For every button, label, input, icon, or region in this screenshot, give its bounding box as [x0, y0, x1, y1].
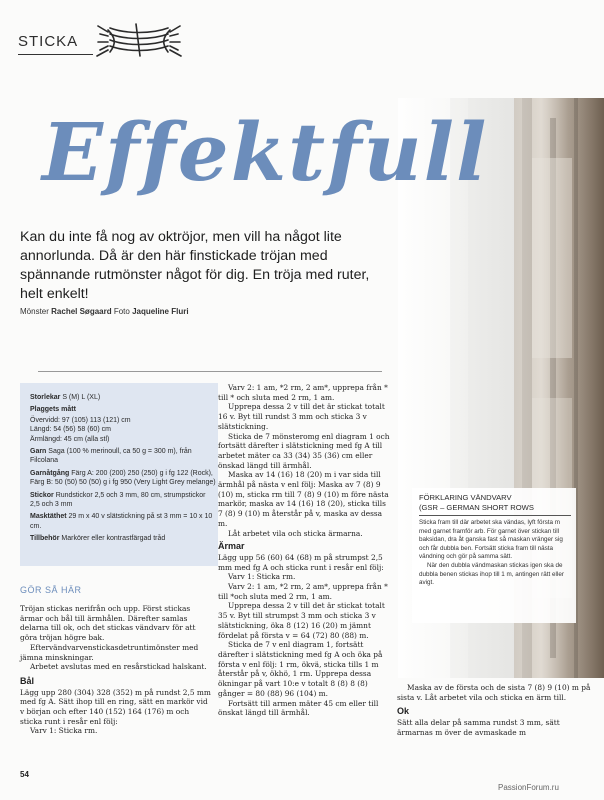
paragraph: Låt arbetet vila och sticka ärmarna.	[228, 528, 363, 538]
section-divider	[38, 371, 382, 372]
howto-heading: GÖR SÅ HÄR	[20, 585, 82, 595]
credit-label-pattern: Mönster	[20, 307, 49, 316]
paragraph: Maska av de första och de sista 7 (8) 9 (10) m på sista v. Låt arbetet vila och sticka en ärm till.	[397, 683, 591, 702]
paragraph: Varv 1: Sticka rm.	[30, 726, 98, 736]
paragraph: Upprepa dessa 2 v till det är stickat totalt 16 v. Byt till rundst 3 mm och sticka 3 v slätstickning.	[218, 402, 385, 431]
info-sizes: Storlekar S (M) L (XL)	[30, 394, 101, 401]
info-measure-length: Längd: 54 (56) 58 (60) cm	[30, 426, 111, 434]
info-measurements: Plaggets mått	[30, 406, 76, 414]
info-gauge: Masktäthet 29 m x 40 v slätstickning på st 3 mm = 10 x 10 cm.	[30, 513, 213, 530]
instructions-column-right	[397, 683, 593, 738]
short-rows-explanation-box	[412, 488, 576, 623]
subheading-sleeves: Ärmar	[218, 541, 245, 552]
paragraph: När den dubbla vändmaskan stickas igen ska de dubbla benen stickas ihop till 1 m, antingen rätt eller avigt.	[419, 561, 564, 587]
info-measure-chest: Övervidd: 97 (105) 113 (121) cm	[30, 416, 131, 424]
info-needles: Stickor Rundstickor 2,5 och 3 mm, 80 cm, strumpstickor 2,5 och 3 mm	[30, 491, 206, 509]
pattern-info-box	[20, 383, 218, 566]
paragraph: Sätt alla delar på samma rundst 3 mm, sätt ärmarnas m över de avmaskade m	[397, 718, 560, 737]
gsr-title: FÖRKLARING VÄNDVARV (GSR – GERMAN SHORT ROWS	[419, 493, 534, 512]
gsr-divider	[419, 515, 571, 516]
paragraph: Tröjan stickas nerifrån och upp. Först stickas ärmar och bål till ärmhålen. Därefter samlas delarna till ok, och det stickas vändvarv för att göra tröjan högre bak.	[20, 604, 196, 643]
intro-lead: Kan du inte få nog av oktröjor, men vill ha något lite annorlunda. Då är den här finstickade tröjan med spännande rutmönster något för dig. En tröja med ruter, helt enkelt!	[20, 229, 370, 302]
paragraph: Varv 2: 1 am, *2 rm, 2 am*, upprepa från * till *och sluta med 2 rm, 1 am.	[218, 582, 388, 601]
paragraph: Eftervändvarvenstickasdetruntimönster med jämna minskningar.	[20, 642, 199, 662]
gsr-body	[419, 519, 573, 588]
credit-label-photo: Foto	[113, 307, 130, 316]
info-measure-sleeve: Ärmlängd: 45 cm (alla stl)	[30, 435, 110, 443]
paragraph: Varv 2: 1 am, *2 rm, 2 am*, upprepa från * till * och sluta med 2 rm, 1 am.	[218, 383, 388, 402]
paragraph: Arbetet avslutas med en resårstickad halskant.	[30, 662, 207, 672]
section-label: STICKA	[18, 33, 79, 50]
paragraph: Sticka de 7 v enl diagram 1, fortsätt därefter i slätstickning med fg A och öka på första v enl följ: 1 rm, ökvä, sticka tills 1 m återstår på v, ökhö, 1 rm. Upprepa dessa ökningar på vart 10:e v totalt 8 (8) 8 (8) gånger = 80 (88) 96 (104) m.	[218, 640, 383, 698]
credits	[20, 307, 189, 316]
info-yarn-amount: Garnåtgång Färg A: 200 (200) 250 (250) g i fg 122 (Rock), Färg B: 50 (50) 50 (50) g i fg 950 (Very Light Grey melange)	[30, 469, 216, 487]
paragraph: Varv 1: Sticka rm.	[228, 572, 296, 582]
header-rule	[18, 54, 93, 55]
instructions-column-left	[20, 604, 212, 736]
paragraph: Sticka de 7 mönsteromg enl diagram 1 och fortsätt därefter i slätstickning med fg A till arbetet mäter ca 33 (34) 35 (36) cm eller önskad längd till ärmhål.	[218, 431, 390, 470]
paragraph: Maska av 14 (16) 18 (20) m i var sida till ärmhål på nästa v enl följ: Maska av 7 (8) 9 (10) m, sticka rm till 7 (8) 9 (10) m före nästa markör, maska av 14 (16) 18 (20), sticka tills 7 (8) 9 (10) m återstår på v, maska av dessa m.	[218, 470, 389, 528]
paragraph: Upprepa dessa 2 v till det är stickat totalt 35 v. Byt till strumpst 3 mm och sticka 3 v slätstickning, öka 8 (12) 16 (20) m jämnt fördelat på första v = 64 (72) 80 (88) m.	[218, 601, 385, 640]
paragraph: Fortsätt till armen mäter 45 cm eller till önskat längd till ärmhål.	[218, 698, 379, 718]
instructions-column-middle	[218, 383, 390, 718]
info-yarn: Garn Saga (100 % merinoull, ca 50 g = 300 m), från Filcolana	[30, 448, 192, 465]
photographer-name: Jaqueline Fluri	[132, 307, 189, 316]
subheading-yoke: Ok	[397, 706, 410, 717]
designer-name: Rachel Søgaard	[51, 307, 112, 316]
page-number: 54	[20, 770, 29, 779]
watermark: PassionForum.ru	[498, 783, 559, 792]
subheading-body: Bål	[20, 675, 35, 686]
yarn-skein-icon	[96, 20, 182, 60]
paragraph: Sticka fram till där arbetet ska vändas, lyft första m med garnet framför arb. För garnet över stickan till baksidan, dra åt ganska fast så maskan vränger sig och får dubbla ben. Fortsätt sticka fram till nästa vändning och gör på samma sätt.	[419, 519, 563, 561]
paragraph: Lägg upp 280 (304) 328 (352) m på rundst 2,5 mm med fg A. Sätt ihop till en ring, sätt en markör vid v början och efter 140 (152) 164 (176) m och sticka runt i resår enl följ:	[20, 687, 211, 726]
article-title: Effektfull	[42, 105, 489, 199]
info-extras: Tillbehör Markörer eller kontrastfärgad tråd	[30, 535, 166, 543]
paragraph: Lägg upp 56 (60) 64 (68) m på strumpst 2,5 mm med fg A och sticka runt i resår enl följ:	[218, 552, 384, 572]
